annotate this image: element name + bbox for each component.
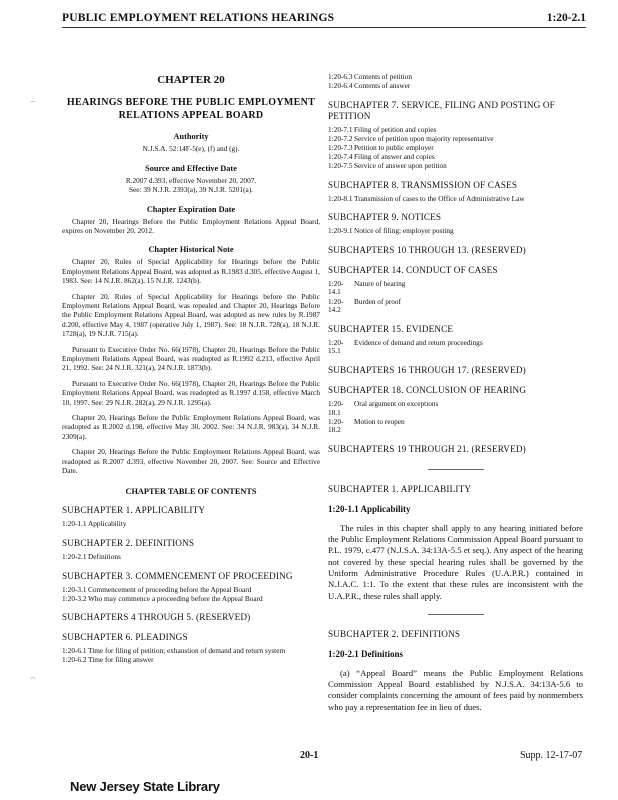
toc-item-title: Nature of hearing — [354, 278, 406, 288]
authority-text: N.J.S.A. 52:14F-5(e), (f) and (g). — [142, 144, 240, 153]
left-column — [62, 38, 320, 665]
toc-item-number: 1:20-2.1 — [62, 552, 87, 562]
history-paragraph: Pursuant to Executive Order No. 66(1978), Chapter 20, Hearings Before the Public Employment Relations Appeal Board, was readopted as R.1992 d.213, effective April 21, 1992. See: 24 N.J.R. 321(a), 24 N.J.R. 1873(b). — [62, 344, 320, 373]
toc-subchapter: SUBCHAPTER 9. NOTICES — [328, 212, 442, 223]
toc-item-number: 1:20-7.4 — [328, 151, 353, 161]
toc-heading: CHAPTER TABLE OF CONTENTS — [125, 487, 257, 497]
subchapter-title: SUBCHAPTER 2. DEFINITIONS — [328, 628, 461, 639]
toc-item-number: 1:20-6.1 — [62, 646, 87, 656]
toc-item-title: Who may commence a proceeding before the Appeal Board — [88, 593, 263, 603]
toc-item-title: Filing of petition and copies — [354, 124, 437, 134]
toc-item — [62, 520, 320, 529]
toc-item-number: 1:20-14.2 — [328, 296, 344, 315]
source-line: See: 39 N.J.R. 2393(a), 39 N.J.R. 5201(a). — [128, 185, 254, 194]
toc-subchapter: SUBCHAPTER 14. CONDUCT OF CASES — [328, 264, 498, 275]
toc-item-number: 1:20-18.1 — [328, 398, 344, 417]
toc-item — [62, 586, 320, 595]
toc-item-title: Time for filing answer — [88, 655, 154, 665]
history-paragraph: Chapter 20, Hearings Before the Public Employment Relations Appeal Board, was readopted as R.2002 d.198, effective May 30, 2002. See: 34 N.J.R. 983(a), 34 N.J.R. 2309(a). — [62, 413, 320, 441]
section-text: (a) “Appeal Board” means the Public Employment Relations Commission Appeal Board established by N.J.S.A. 34:13A-5.6 to consider complaints concerning the amount of fees paid by nonmembers who pay a representation fee in lieu of dues. — [328, 667, 583, 712]
toc-item — [328, 162, 583, 171]
library-stamp: New Jersey State Library — [70, 779, 220, 794]
toc-item-title: Oral argument on exceptions — [354, 398, 439, 408]
section-divider — [428, 614, 484, 615]
toc-item-title: Service of petition upon majority representative — [354, 133, 494, 143]
toc-subchapter: SUBCHAPTER 7. SERVICE, FILING AND POSTING OF PETITION — [328, 99, 555, 121]
chapter-title — [62, 96, 320, 122]
expiration-text: Chapter 20, Hearings Before the Public Employment Relations Appeal Board, expires on November 20, 2012. — [62, 216, 320, 235]
source-heading: Source and Effective Date — [145, 163, 237, 173]
section-heading: 1:20-1.1 Applicability — [328, 503, 411, 514]
toc-item-title: Evidence of demand and return proceedings — [354, 337, 483, 347]
toc-item-number: 1:20-8.1 — [328, 193, 353, 203]
source-text — [62, 176, 320, 195]
toc-item-title: Contents of petition — [354, 72, 412, 81]
toc-subchapter: SUBCHAPTER 18. CONCLUSION OF HEARING — [328, 384, 527, 395]
toc-item-number: 1:20-14.1 — [328, 278, 344, 297]
toc-item-number: 1:20-3.1 — [62, 584, 87, 594]
chapter-title-line: RELATIONS APPEAL BOARD — [118, 110, 264, 121]
toc-subchapter: SUBCHAPTER 8. TRANSMISSION OF CASES — [328, 179, 518, 190]
toc-subchapter: SUBCHAPTER 1. APPLICABILITY — [62, 505, 206, 516]
toc-item-number: 1:20-7.5 — [328, 161, 353, 171]
margin-mark: ⌣ — [30, 96, 36, 106]
toc-subchapter: SUBCHAPTERS 16 THROUGH 17. (RESERVED) — [328, 364, 526, 375]
toc-item — [328, 298, 583, 315]
toc-item — [328, 82, 583, 91]
toc-item-title: Service of answer upon petition — [354, 161, 447, 171]
toc-item — [62, 595, 320, 604]
toc-subchapter: SUBCHAPTER 15. EVIDENCE — [328, 323, 454, 334]
expiration-heading: Chapter Expiration Date — [146, 204, 236, 214]
history-paragraph: Chapter 20, Hearings Before the Public Employment Relations Appeal Board, was readopted as R.2007 d.393, effective November 20, 2007. See: Source and Effective Date. — [62, 447, 320, 476]
toc-item-number: 1:20-6.3 — [328, 72, 353, 81]
toc-item — [328, 227, 583, 236]
header-title: PUBLIC EMPLOYMENT RELATIONS HEARINGS — [62, 12, 335, 24]
toc-subchapter: SUBCHAPTER 2. DEFINITIONS — [62, 538, 195, 549]
history-heading: Chapter Historical Note — [148, 245, 234, 255]
toc-item — [328, 339, 583, 356]
authority-heading: Authority — [173, 132, 209, 141]
toc-subchapter: SUBCHAPTER 6. PLEADINGS — [62, 632, 188, 643]
toc-item-title: Contents of answer — [354, 81, 411, 91]
toc-item-number: 1:20-6.4 — [328, 81, 353, 91]
toc-item — [328, 126, 583, 135]
toc-item-number: 1:20-7.1 — [328, 124, 353, 134]
toc-item — [328, 280, 583, 297]
toc-item — [62, 553, 320, 562]
toc-item-title: Transmission of cases to the Office of Administrative Law — [354, 193, 525, 203]
page-number: 20-1 — [300, 750, 319, 761]
toc-subchapter: SUBCHAPTERS 19 THROUGH 21. (RESERVED) — [328, 443, 526, 454]
toc-item-number: 1:20-1.1 — [62, 519, 87, 529]
toc-item-number: 1:20-3.2 — [62, 593, 87, 603]
toc-item-number: 1:20-6.2 — [62, 655, 87, 665]
toc-item-number: 1:20-7.2 — [328, 133, 353, 143]
toc-item-number: 1:20-7.3 — [328, 142, 353, 152]
history-paragraph: Chapter 20, Rules of Special Applicability for Hearings before the Public Employment Relations Appeal Board, was repealed and Chapter 20, Hearings Before the Public Employment Relations Appeal Board, was adopted as new rules by R.1987 d.200, effective May 4, 1987 (operative July 1, 1987). See: 18 N.J.R. 728(a), 18 N.J.R. 1728(a), 19 N.J.R. 715(a). — [62, 291, 320, 339]
toc-item-title: Time for filing of petition; exhaustion of demand and return system — [88, 646, 286, 656]
header-rule — [62, 27, 586, 28]
toc-item-title: Burden of proof — [354, 296, 402, 306]
toc-item — [328, 195, 583, 204]
section-text: The rules in this chapter shall apply to any hearing initiated before the Public Employment Relations Commission Appeal Board pursuant to P.L. 1979, c.477 (N.J.S.A. 34:13A-5.5 et seq.). Any aspect of the hearing not covered by these special hearing rules shall be governed by the Uniform Administrative Procedure Rules (U.A.P.R.) contained in N.J.A.C. 1:1. To the extent that these rules are inconsistent with the U.A.P.R., these rules shall apply. — [328, 522, 583, 601]
toc-item-title: Motion to reopen — [354, 416, 405, 426]
chapter-title-line: HEARINGS BEFORE THE PUBLIC EMPLOYMENT — [66, 97, 316, 108]
toc-subchapter: SUBCHAPTER 3. COMMENCEMENT OF PROCEEDING — [62, 570, 293, 581]
toc-item-title: Applicability — [88, 519, 127, 529]
toc-item — [62, 656, 320, 665]
toc-item — [328, 400, 583, 417]
history-paragraph: Chapter 20, Rules of Special Applicability for Hearings before the Public Employment Relations Appeal Board, was adopted as R.1983 d.305, effective August 1, 1983. See: 14 N.J.R. 862(a), 15 N.J.R. 1243(b). — [62, 257, 320, 286]
section-heading: 1:20-2.1 Definitions — [328, 648, 403, 659]
history-paragraph: Pursuant to Executive Order No. 66(1978), Chapter 20, Hearings Before the Public Employment Relations Appeal Board, was readopted as R.1997 d.158, effective March 10, 1997. See: 29 N.J.R. 282(a), 29 N.J.R. 1295(a). — [62, 378, 320, 407]
right-column — [328, 33, 583, 713]
subchapter-title: SUBCHAPTER 1. APPLICABILITY — [328, 483, 472, 494]
header-section: 1:20-2.1 — [546, 12, 586, 24]
toc-item — [328, 418, 583, 435]
toc-item-title: Definitions — [88, 552, 121, 562]
supplement-date: Supp. 12-17-07 — [520, 750, 583, 761]
toc-item-title: Commencement of proceeding before the Appeal Board — [88, 584, 252, 594]
section-divider — [428, 469, 484, 470]
toc-item-number: 1:20-18.2 — [328, 416, 344, 435]
running-header — [62, 8, 586, 26]
toc-subchapter: SUBCHAPTERS 10 THROUGH 13. (RESERVED) — [328, 244, 526, 255]
source-line: R.2007 d.393, effective November 20, 2007. — [125, 175, 257, 185]
toc-item-number: 1:20-15.1 — [328, 337, 344, 356]
margin-mark: ⌢ — [30, 672, 36, 682]
toc-subchapter: SUBCHAPTERS 4 THROUGH 5. (RESERVED) — [62, 612, 251, 623]
toc-item-title: Notice of filing; employer posting — [354, 226, 454, 236]
chapter-number: CHAPTER 20 — [157, 74, 225, 86]
toc-item-number: 1:20-9.1 — [328, 226, 353, 236]
toc-item-title: Filing of answer and copies — [354, 151, 435, 161]
toc-item-title: Petition to public employer — [354, 142, 434, 152]
